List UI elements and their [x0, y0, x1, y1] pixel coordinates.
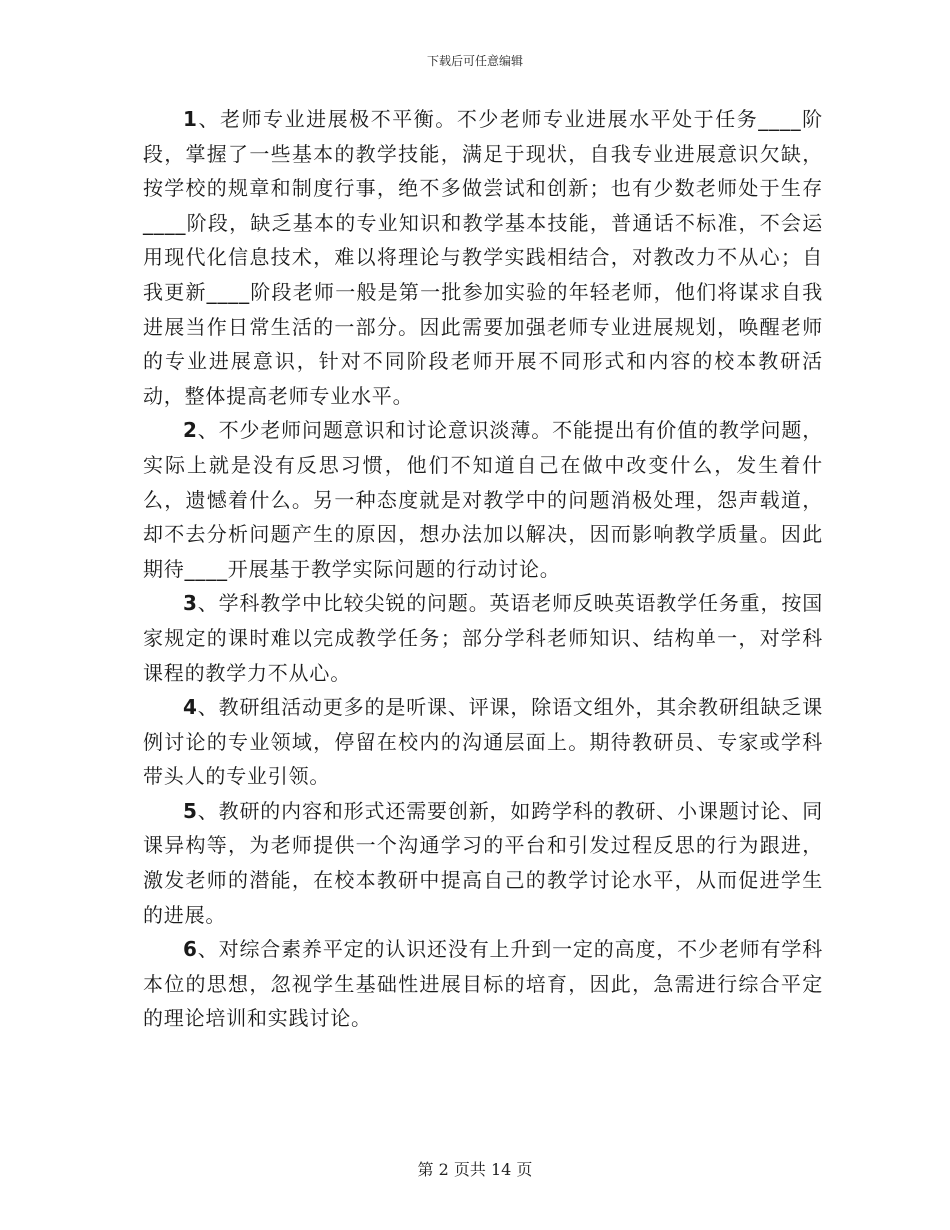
paragraph-6 [143, 932, 823, 1036]
paragraph-text: 、不少老师问题意识和讨论意识淡薄。不能提出有价值的教学问题，实际上就是没有反思习惯，他们不知道自己在做中改变什么，发生着什么，遗憾着什么。另一种态度就是对教学中的问题消极处理，怨声载道，却不去分析问题产生的原因，想办法加以解决，因而影响教学质量。因此期待____开展基于教学实际问题的行动讨论。 [143, 418, 823, 581]
paragraph-number: 2 [183, 418, 198, 443]
paragraph-number: 3 [183, 591, 198, 616]
paragraph-text: 、老师专业进展极不平衡。不少老师专业进展水平处于任务____阶段，掌握了一些基本的教学技能，满足于现状，自我专业进展意识欠缺，按学校的规章和制度行事，绝不多做尝试和创新；也有少数老师处于生存____阶段，缺乏基本的专业知识和教学基本技能，普通话不标准，不会运用现代化信息技术，难以将理论与教学实践相结合，对教改力不从心；自我更新____阶段老师一般是第一批参加实验的年轻老师，他们将谋求自我进展当作日常生活的一部分。因此需要加强老师专业进展规划，唤醒老师的专业进展意识，针对不同阶段老师开展不同形式和内容的校本教研活动，整体提高老师专业水平。 [143, 107, 823, 408]
paragraph-text: 、教研的内容和形式还需要创新，如跨学科的教研、小课题讨论、同课异构等，为老师提供一个沟通学习的平台和引发过程反思的行为跟进，激发老师的潜能，在校本教研中提高自己的教学讨论水平，从而促进学生的进展。 [143, 798, 823, 927]
page-footer: 第 2 页共 14 页 [417, 1160, 533, 1179]
paragraph-number: 1 [183, 107, 198, 131]
paragraph-number: 6 [183, 937, 198, 962]
paragraph-text: 、学科教学中比较尖锐的问题。英语老师反映英语教学任务重，按国家规定的课时难以完成教学任务；部分学科老师知识、结构单一，对学科课程的教学力不从心。 [143, 591, 823, 685]
paragraph-1 [143, 102, 823, 413]
paragraph-text: 、教研组活动更多的是听课、评课，除语文组外，其余教研组缺乏课例讨论的专业领域，停留在校内的沟通层面上。期待教研员、专家或学科带头人的专业引领。 [143, 695, 823, 789]
paragraph-3 [143, 586, 823, 690]
paragraph-text: 、对综合素养平定的认识还没有上升到一定的高度，不少老师有学科本位的思想，忽视学生基础性进展目标的培育，因此，急需进行综合平定的理论培训和实践讨论。 [143, 937, 823, 1031]
paragraph-2 [143, 413, 823, 586]
paragraph-4 [143, 690, 823, 794]
paragraph-number: 5 [183, 798, 198, 823]
paragraph-number: 4 [183, 695, 198, 720]
page-header: 下载后可任意编辑 [426, 54, 523, 68]
document-body [143, 102, 823, 1036]
paragraph-5 [143, 794, 823, 932]
